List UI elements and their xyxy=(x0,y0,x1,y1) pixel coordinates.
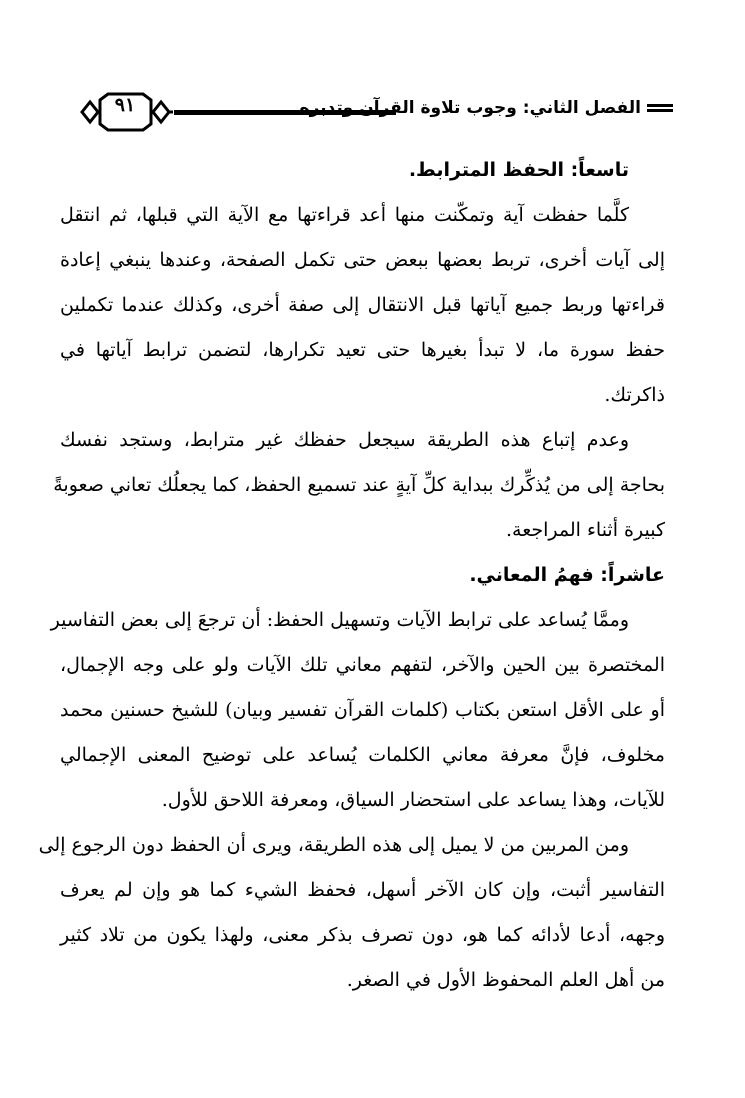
section-heading: تاسعاً: الحفظ المترابط. xyxy=(408,159,629,181)
text-line: للآيات، وهذا يساعد على استحضار السياق، ومعرفة اللاحق للأول. xyxy=(161,789,665,811)
title-bar-icon xyxy=(647,104,673,107)
text-line: مخلوف، فإنَّ معرفة معاني الكلمات يُساعد على توضيح المعنى الإجمالي xyxy=(60,744,665,766)
page-number: ٩١ xyxy=(114,94,136,116)
text-line: حفظ سورة ما، لا تبدأ بغيرها حتى تعيد تكرارها، لتضمن ترابط آياتها في xyxy=(60,339,665,361)
text-line: إلى آيات أخرى، تربط بعضها ببعض حتى تكمل الصفحة، وعندها ينبغي إعادة xyxy=(60,249,665,271)
text-line: ذاكرتك. xyxy=(604,384,665,406)
text-line: وممَّا يُساعد على ترابط الآيات وتسهيل الحفظ: أن ترجعَ إلى بعض التفاسير xyxy=(50,609,629,631)
text-line: بحاجة إلى من يُذكِّرك ببداية كلِّ آيةٍ عند تسميع الحفظ، كما يجعلُك تعاني صعوبةً xyxy=(53,474,665,496)
text-line: كبيرة أثناء المراجعة. xyxy=(505,519,665,541)
text-line: المختصرة بين الحين والآخر، لتفهم معاني تلك الآيات ولو على وجه الإجمال، xyxy=(60,654,665,676)
text-line: التفاسير أثبت، وإن كان الآخر أسهل، فحفظ الشيء كما هو وإن لم يعرف xyxy=(60,879,665,901)
page-header xyxy=(78,88,673,140)
text-line: وجهه، أدعا لأدائه كما هو، دون تصرف بذكر معنى، ولهذا يكون من تلاد كثير xyxy=(60,924,665,946)
text-line: كلَّما حفظت آية وتمكّنت منها أعد قراءتها مع الآية التي قبلها، ثم انتقل xyxy=(60,204,629,226)
text-line: ومن المربين من لا يميل إلى هذه الطريقة، ويرى أن الحفظ دون الرجوع إلى xyxy=(38,834,629,856)
text-line: أو على الأقل استعن بكتاب (كلمات القرآن تفسير وبيان) للشيخ حسنين محمد xyxy=(60,699,665,721)
text-line: وعدم إتباع هذه الطريقة سيجعل حفظك غير مترابط، وستجد نفسك xyxy=(60,429,629,451)
chapter-title: الفصل الثاني: وجوب تلاوة القرآن وتدبره xyxy=(300,98,673,118)
text-line: قراءتها وربط جميع آياتها قبل الانتقال إلى صفة أخرى، وكذلك عندما تكملين xyxy=(60,294,665,316)
section-heading: عاشراً: فهمُ المعاني. xyxy=(469,564,665,586)
text-line: من أهل العلم المحفوظ الأول في الصغر. xyxy=(346,969,665,991)
page-body xyxy=(38,148,665,1003)
